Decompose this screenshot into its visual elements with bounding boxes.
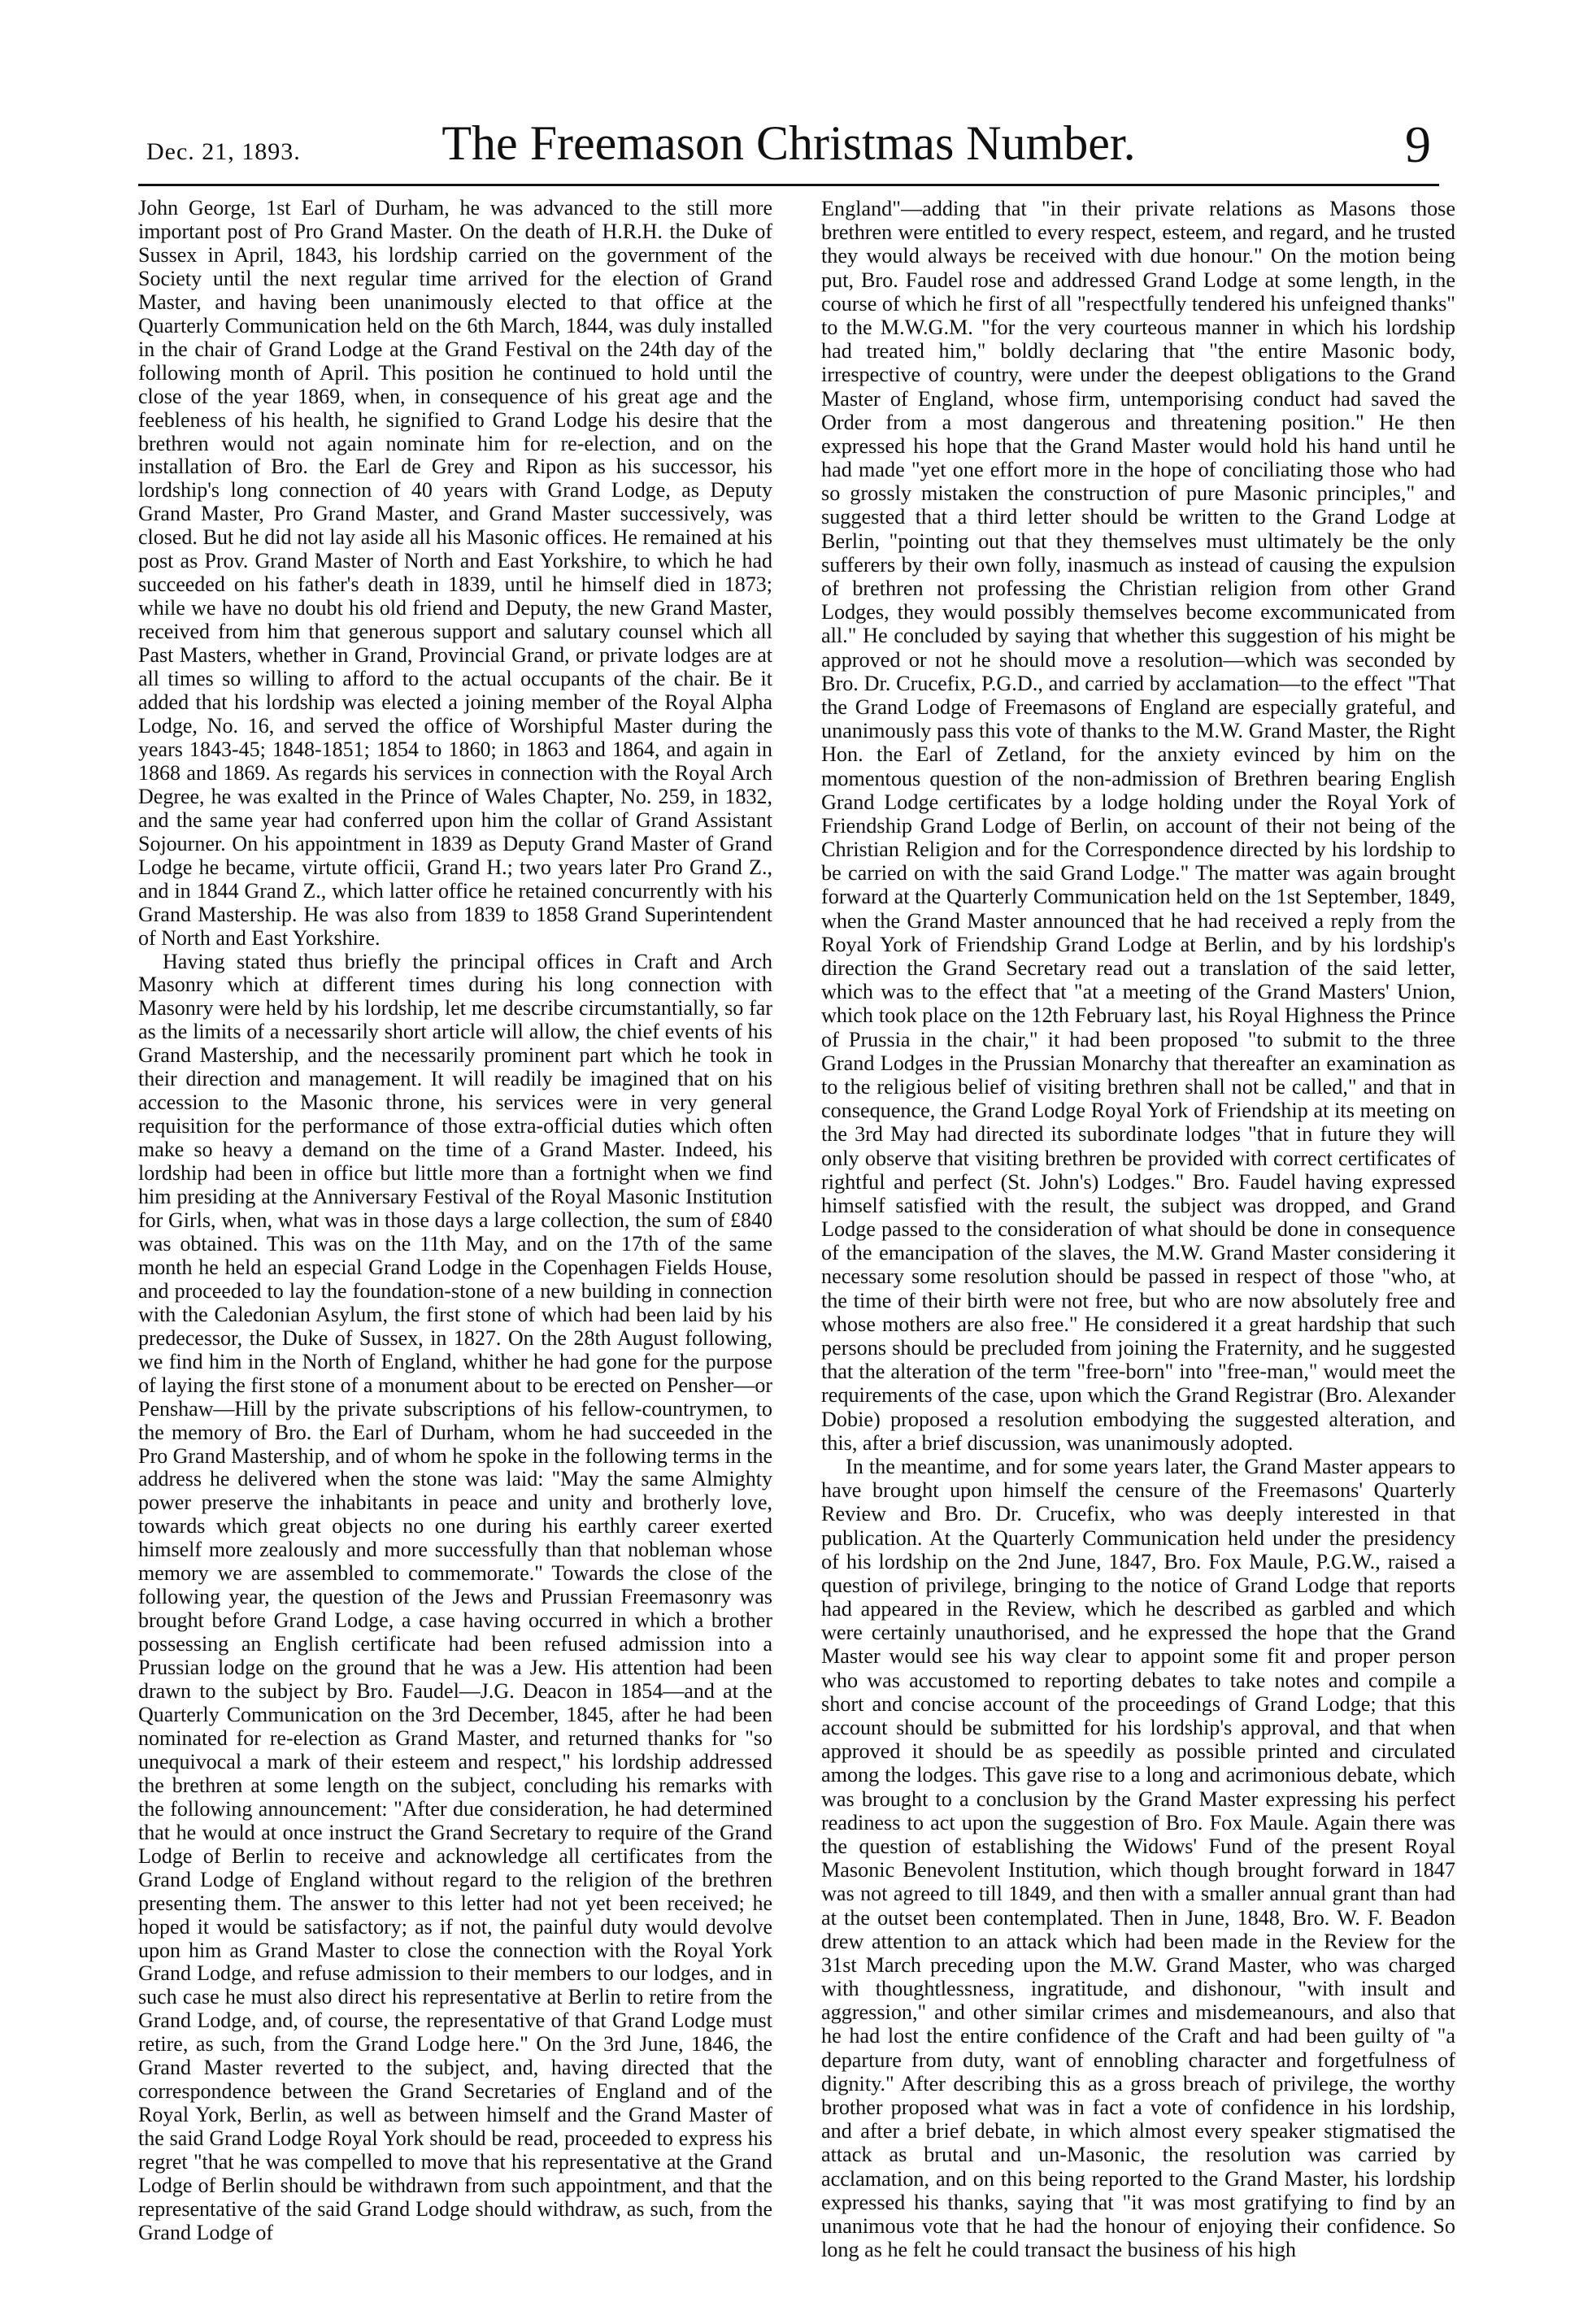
left-paragraph-2: Having stated thus briefly the principal offices in Craft and Arch Masonry which at different times during his long connection with Masonry were held by his lordship, let me describe circumstantially, so far as the limits of a necessarily short article will allow, the chief events of his Grand Mastership, and the necessarily prominent part which he took in their direction and management. It will readily be imagined that on his accession to the Masonic throne, his services were in very general requisition for the performance of those extra-official duties which often make so heavy a demand on the time of a Grand Master. Indeed, his lordship had been in office but little more than a fortnight when we find him presiding at the Anniversary Festival of the Royal Masonic Institution for Girls, when, what was in those days a large collection, the sum of £840 was obtained. This was on the 11th May, and on the 17th of the same month he held an especial Grand Lodge in the Copenhagen Fields House, and proceeded to lay the foundation-stone of a new building in connection with the Caledonian Asylum, the first stone of which had been laid by his predecessor, the Duke of Sussex, in 1827. On the 28th August following, we find him in the North of England, whither he had gone for the purpose of laying the first stone of a monument about to be erected on Pensher—or Penshaw—Hill by the private subscriptions of his fellow-countrymen, to the memory of Bro. the Earl of Durham, whom he had succeeded in the Pro Grand Mastership, and of whom he spoke in the following terms in the address he delivered when the stone was laid: "May the same Almighty power preserve the inhabitants in peace and unity and brotherly love, towards which great objects no one during his earthly career exerted himself more zealously and more successfully than that nobleman whose memory we are assembled to commemorate." Towards the close of the following year, the question of the Jews and Prussian Freemasonry was brought before Grand Lodge, a case having occurred in which a brother possessing an English certificate had been refused admission into a Prussian lodge on the ground that he was a Jew. His attention had been drawn to the subject by Bro. Faudel—J.G. Deacon in 1854—and at the Quarterly Communication on the 3rd December, 1845, after he had been nominated for re-election as Grand Master, and returned thanks for "so unequivocal a mark of their esteem and respect," his lordship addressed the brethren at some length on the subject, concluding his remarks with the following announcement: "After due consideration, he had determined that he would at once instruct the Grand Secretary to require of the Grand Lodge of Berlin to receive and acknowledge all certificates from the Grand Lodge of England without regard to the religion of the brethren presenting them. The answer to this letter had not yet been received; he hoped it would be satisfactory; as if not, the painful duty would devolve upon him as Grand Master to close the connection with the Royal York Grand Lodge, and refuse admission to their members to our lodges, and in such case he must also direct his representative at Berlin to retire from the Grand Lodge, and, of course, the representative of that Grand Lodge must retire, as such, from the Grand Lodge here." On the 3rd June, 1846, the Grand Master reverted to the subject, and, having directed that the correspondence between the Grand Secretaries of England and of the Royal York, Berlin, as well as between himself and the Grand Master of the said Grand Lodge Royal York should be read, proceeded to express his regret "that he was compelled to move that his representative at the Grand Lodge of Berlin should be withdrawn from such appointment, and that the representative of the said Grand Lodge should withdraw, as such, from the Grand Lodge of <box>138 949 772 2244</box>
issue-date: Dec. 21, 1893. <box>146 138 301 165</box>
right-column <box>821 197 1455 2261</box>
publication-title: The Freemason Christmas Number. <box>441 116 1136 170</box>
left-column <box>138 197 772 2245</box>
page-number: 9 <box>1405 115 1431 173</box>
newspaper-page <box>122 114 1455 2262</box>
header-rule <box>138 184 1439 186</box>
right-paragraph-1: England"—adding that "in their private relations as Masons those brethren were entitled to every respect, esteem, and regard, and he trusted they would always be received with due honour." On the motion being put, Bro. Faudel rose and addressed Grand Lodge at some length, in the course of which he first of all "respectfully tendered his unfeigned thanks" to the M.W.G.M. "for the very courteous manner in which his lordship had treated him," boldly declaring that "the entire Masonic body, irrespective of country, were under the deepest obligations to the Grand Master of England, whose firm, untemporising conduct had saved the Order from a most dangerous and threatening position." He then expressed his hope that the Grand Master would hold his hand until he had made "yet one effort more in the hope of conciliating those who had so grossly mistaken the construction of pure Masonic principles," and suggested that a third letter should be written to the Grand Lodge at Berlin, "pointing out that they themselves must ultimately be the only sufferers by their own folly, inasmuch as instead of causing the expulsion of brethren not professing the Christian religion from other Grand Lodges, they would possibly themselves become excommunicated from all." He concluded by saying that whether this suggestion of his might be approved or not he should move a resolution—which was seconded by Bro. Dr. Crucefix, P.G.D., and carried by acclamation—to the effect "That the Grand Lodge of Freemasons of England are especially grateful, and unanimously pass this vote of thanks to the M.W. Grand Master, the Right Hon. the Earl of Zetland, for the anxiety evinced by him on the momentous question of the non-admission of Brethren bearing English Grand Lodge certificates by a lodge holding under the Royal York of Friendship Grand Lodge of Berlin, on account of their not being of the Christian Religion and for the Correspondence directed by his lordship to be carried on with the said Grand Lodge." The matter was again brought forward at the Quarterly Communication held on the 1st September, 1849, when the Grand Master announced that he had received a reply from the Royal York of Friendship Grand Lodge at Berlin, and by his lordship's direction the Grand Secretary read out a translation of the said letter, which was to the effect that "at a meeting of the Grand Masters' Union, which took place on the 12th February last, his Royal Highness the Prince of Prussia in the chair," it had been proposed "to submit to the three Grand Lodges in the Prussian Monarchy that thereafter an examination as to the religious belief of visiting brethren shall not be called," and that in consequence, the Grand Lodge Royal York of Friendship at its meeting on the 3rd May had directed its subordinate lodges "that in future they will only observe that visiting brethren be provided with correct certificates of rightful and perfect (St. John's) Lodges." Bro. Faudel having expressed himself satisfied with the result, the subject was dropped, and Grand Lodge passed to the consideration of what should be done in consequence of the emancipation of the slaves, the M.W. Grand Master considering it necessary some resolution should be passed in respect of those "who, at the time of their birth were not free, but who are now absolutely free and whose mothers are also free." He considered it a great hardship that such persons should be precluded from joining the Fraternity, and he suggested that the alteration of the term "free-born" into "free-man," would meet the requirements of the case, upon which the Grand Registrar (Bro. Alexander Dobie) proposed a resolution embodying the suggested alteration, and this, after a brief discussion, was unanimously adopted. <box>821 197 1455 1455</box>
page-header <box>122 114 1455 182</box>
left-paragraph-1: John George, 1st Earl of Durham, he was advanced to the still more important post of Pro Grand Master. On the death of H.R.H. the Duke of Sussex in April, 1843, his lordship carried on the government of the Society until the next regular time arrived for the election of Grand Master, and having been unanimously elected to that office at the Quarterly Communication held on the 6th March, 1844, was duly installed in the chair of Grand Lodge at the Grand Festival on the 24th day of the following month of April. This position he continued to hold until the close of the year 1869, when, in consequence of his great age and the feebleness of his health, he signified to Grand Lodge his desire that the brethren would not again nominate him for re-election, and on the installation of Bro. the Earl de Grey and Ripon as his successor, his lordship's long connection of 40 years with Grand Lodge, as Deputy Grand Master, Pro Grand Master, and Grand Master successively, was closed. But he did not lay aside all his Masonic offices. He remained at his post as Prov. Grand Master of North and East Yorkshire, to which he had succeeded on his father's death in 1839, until he himself died in 1873; while we have no doubt his old friend and Deputy, the new Grand Master, received from him that generous support and salutary counsel which all Past Masters, whether in Grand, Provincial Grand, or private lodges are at all times so willing to afford to the actual occupants of the chair. Be it added that his lordship was elected a joining member of the Royal Alpha Lodge, No. 16, and served the office of Worshipful Master during the years 1843-45; 1848-1851; 1854 to 1860; in 1863 and 1864, and again in 1868 and 1869. As regards his services in connection with the Royal Arch Degree, he was exalted in the Prince of Wales Chapter, No. 259, in 1832, and the same year had conferred upon him the collar of Grand Assistant Sojourner. On his appointment in 1839 as Deputy Grand Master of Grand Lodge he became, virtute officii, Grand H.; two years later Pro Grand Z., and in 1844 Grand Z., which latter office he retained concurrently with his Grand Mastership. He was also from 1839 to 1858 Grand Superintendent of North and East Yorkshire. <box>138 196 772 950</box>
right-paragraph-2: In the meantime, and for some years later, the Grand Master appears to have brought upon himself the censure of the Freemasons' Quarterly Review and Bro. Dr. Crucefix, who was deeply interested in that publication. At the Quarterly Communication held under the presidency of his lordship on the 2nd June, 1847, Bro. Fox Maule, P.G.W., raised a question of privilege, bringing to the notice of Grand Lodge that reports had appeared in the Review, which he described as garbled and which were certainly unauthorised, and he expressed the hope that the Grand Master would see his way clear to appoint some fit and proper person who was accustomed to reporting debates to take notes and compile a short and concise account of the proceedings of Grand Lodge; that this account should be submitted for his lordship's approval, and that when approved it should be as speedily as possible printed and circulated among the lodges. This gave rise to a long and acrimonious debate, which was brought to a conclusion by the Grand Master expressing his perfect readiness to act upon the suggestion of Bro. Fox Maule. Again there was the question of establishing the Widows' Fund of the present Royal Masonic Benevolent Institution, which though brought forward in 1847 was not agreed to till 1849, and then with a smaller annual grant than had at the outset been contemplated. Then in June, 1848, Bro. W. F. Beadon drew attention to an attack which had been made in the Review for the 31st March preceding upon the M.W. Grand Master, who was charged with thoughtlessness, ingratitude, and dishonour, "with insult and aggression," and other similar crimes and misdemeanours, and also that he had lost the entire confidence of the Craft and had been guilty of "a departure from duty, want of ennobling character and forgetfulness of dignity." After describing this as a gross breach of privilege, the worthy brother proposed what was in fact a vote of confidence in his lordship, and after a brief debate, in which almost every speaker stigmatised the attack as brutal and un-Masonic, the resolution was carried by acclamation, and on this being reported to the Grand Master, his lordship expressed his thanks, saying that "it was most gratifying to find by an unanimous vote that he had the honour of enjoying their confidence. So long as he felt he could transact the business of his high <box>821 1454 1455 2262</box>
